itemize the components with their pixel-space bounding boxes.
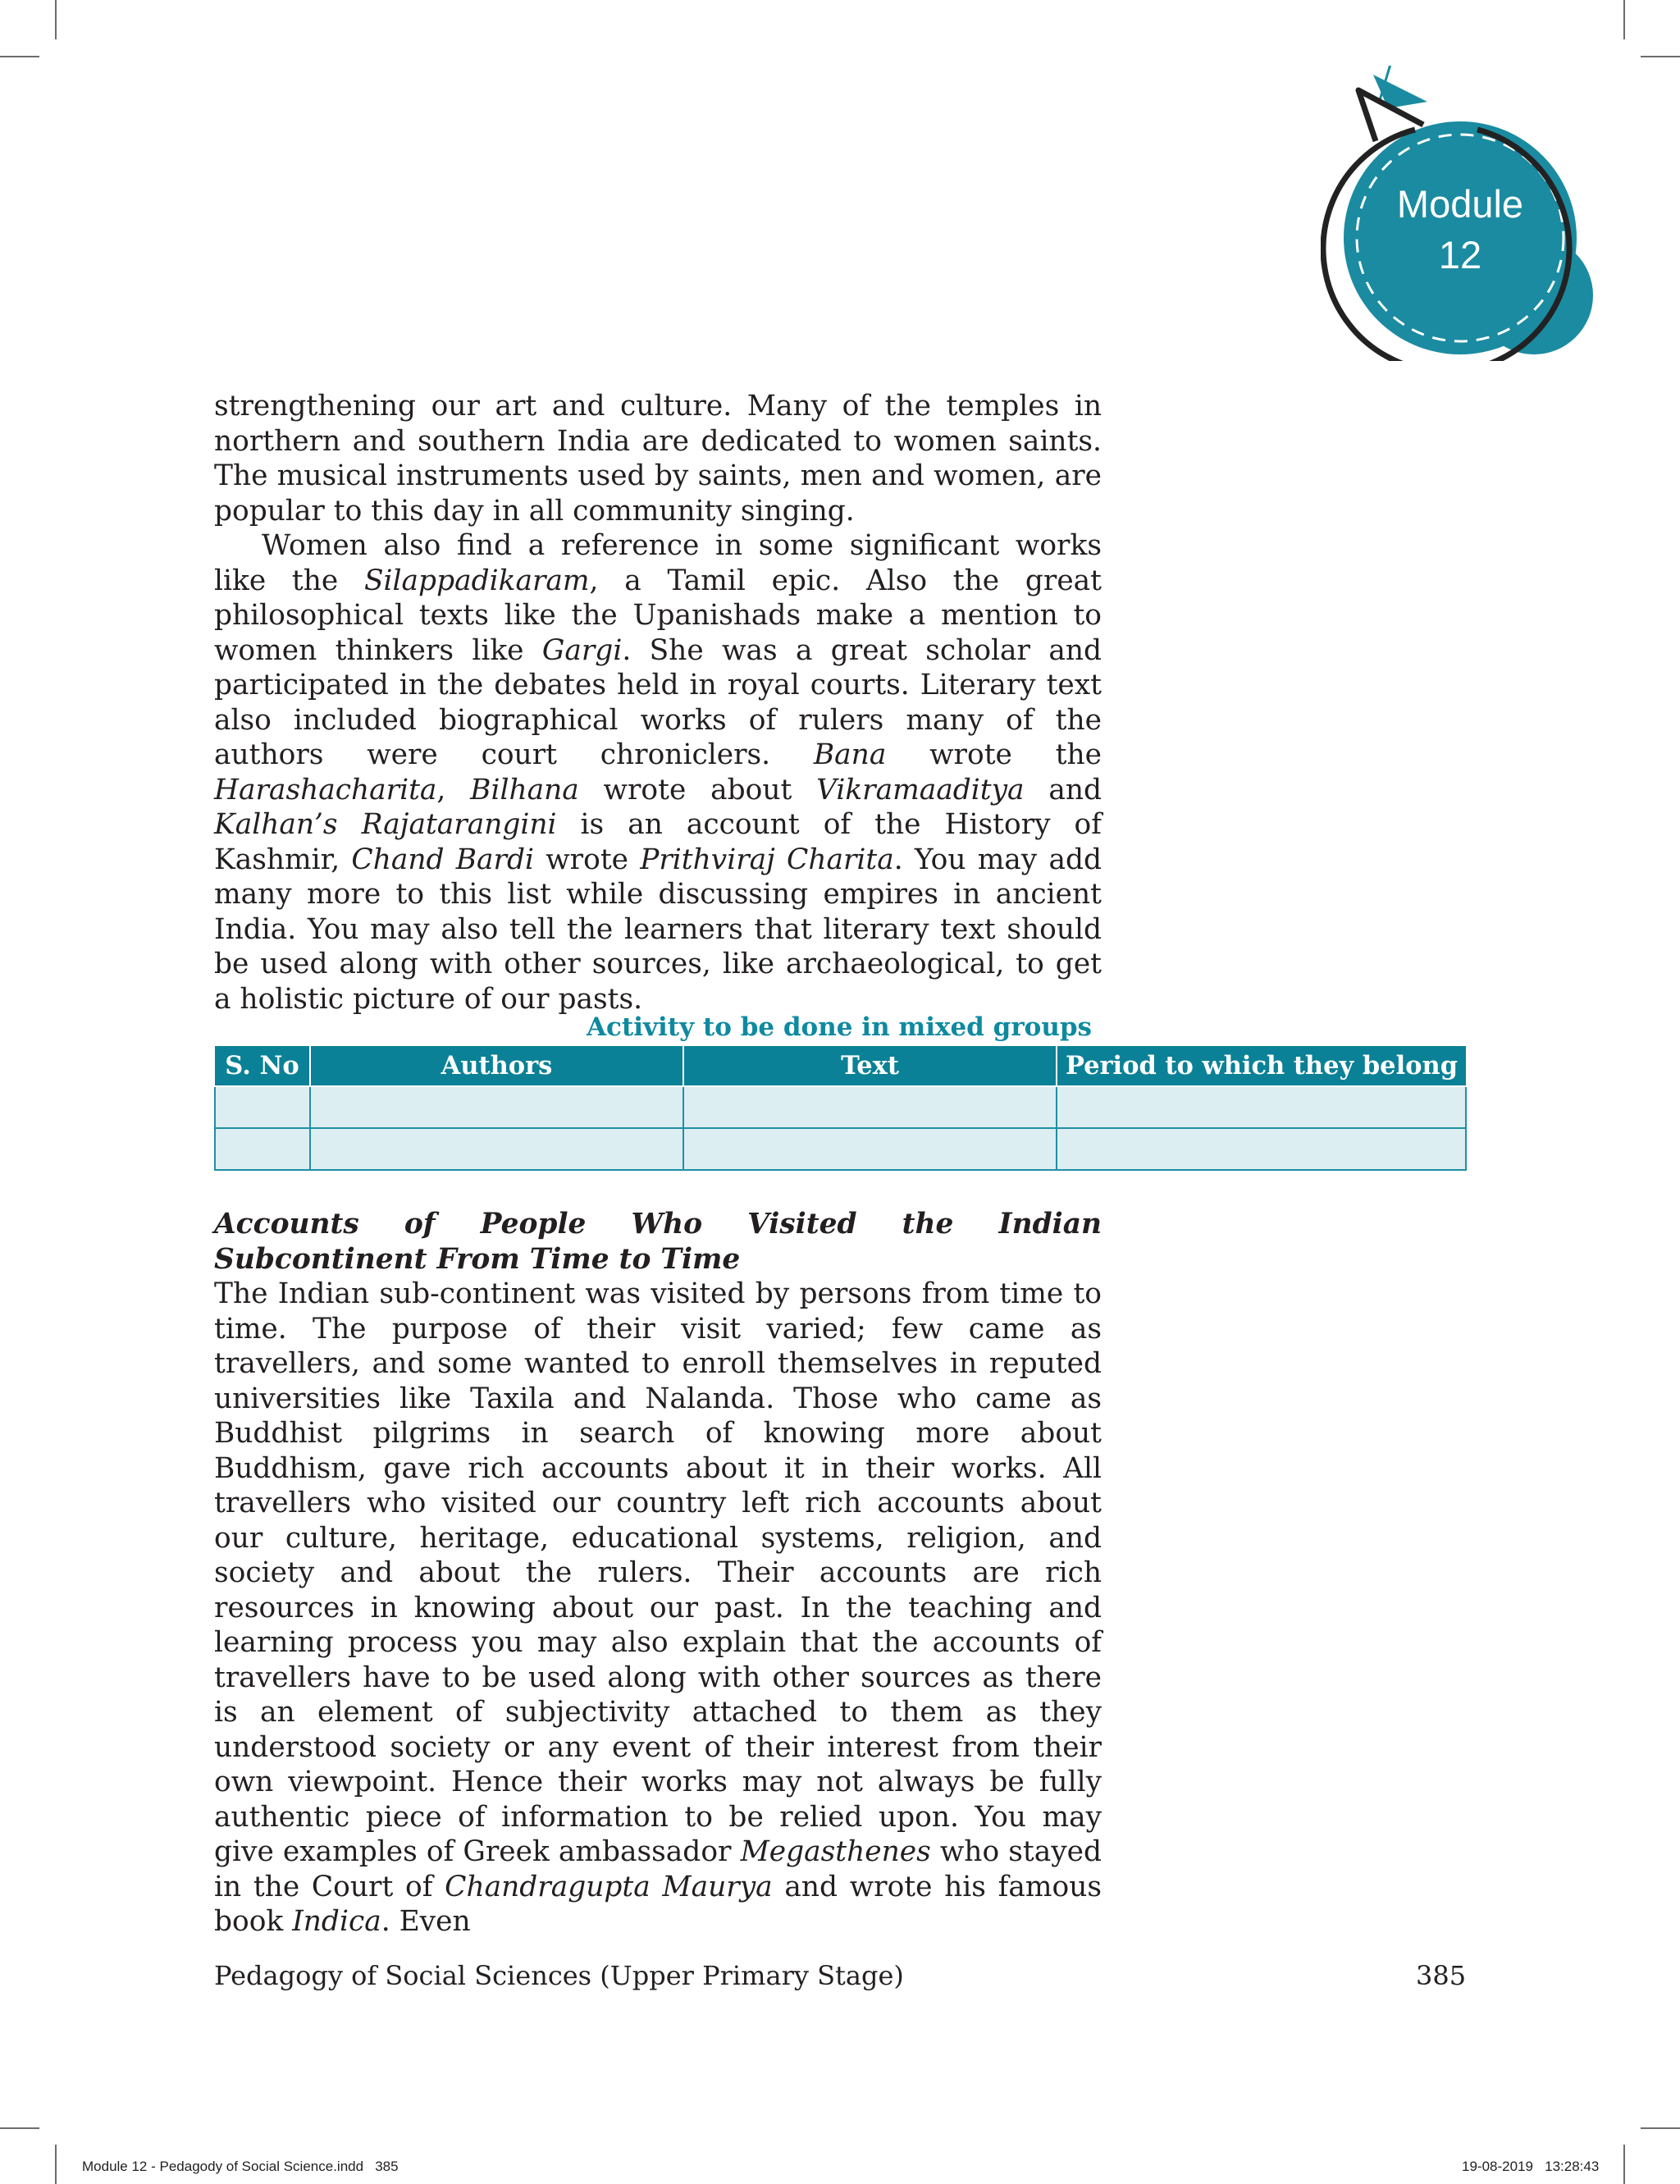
intro-text: [214, 389, 1102, 1017]
section-text: [214, 1277, 1102, 1940]
table-row: [215, 1128, 1466, 1170]
section-heading: Accounts of People Who Visited the Indian Subcontinent From Time to Time: [214, 1208, 1102, 1276]
crop-mark: [55, 2145, 57, 2184]
crop-mark: [1623, 0, 1625, 39]
page-number: 385: [1416, 1960, 1467, 1991]
paragraph: Women also find a reference in some significant works like the Silappadikaram, a Tamil epic. Also the great philosophical texts like the Upanishads make a mention to women thinkers like Gargi. She was a great scholar and participated in the debates held in royal courts. Literary text also included biographical works of rulers many of the authors were court chroniclers. Bana wrote the Harashacharita, Bilhana wrote about Vikramaaditya and Kalhan’s Rajatarangini is an account of the History of Kashmir, Chand Bardi wrote Prithviraj Charita. You may add many more to this list while discussing empires in ancient India. You may also tell the learners that literary text should be used along with other sources, like archaeological, to get a holistic picture of our pasts.: [214, 529, 1102, 1016]
footer-book-title: Pedagogy of Social Sciences (Upper Primary Stage): [214, 1960, 904, 1991]
table-cell: [215, 1086, 310, 1128]
crop-mark: [55, 0, 57, 39]
crop-mark: [1641, 56, 1680, 57]
activity-table: [214, 1046, 1467, 1171]
column-header: S. No: [215, 1046, 310, 1086]
column-header: Period to which they belong: [1057, 1046, 1466, 1086]
activity-title: Activity to be done in mixed groups: [586, 1012, 1093, 1042]
table-header-row: [215, 1046, 1466, 1086]
column-header: Text: [683, 1046, 1057, 1086]
table-cell: [1057, 1086, 1466, 1128]
crop-mark: [0, 56, 39, 57]
table-row: [215, 1086, 1466, 1128]
table-cell: [310, 1086, 683, 1128]
table-cell: [215, 1128, 310, 1170]
print-slug-file: Module 12 - Pedagody of Social Science.indd 385: [82, 2159, 399, 2174]
module-number: 12: [1438, 233, 1482, 276]
paragraph: strengthening our art and culture. Many of the temples in northern and southern India are dedicated to women saints. The musical instruments used by saints, men and women, are popular to this day in all community singing.: [214, 390, 1102, 528]
table-cell: [1057, 1128, 1466, 1170]
table-cell: [683, 1086, 1057, 1128]
paragraph: The Indian sub-continent was visited by persons from time to time. The purpose of their visit varied; few came as travellers, and some wanted to enroll themselves in reputed universities like Taxila and Nalanda. Those who came as Buddhist pilgrims in search of knowing more about Buddhism, gave rich accounts about it in their works. All travellers who visited our country left rich accounts about our culture, heritage, educational systems, religion, and society and about the rulers. Their accounts are rich resources in knowing about our past. In the teaching and learning process you may also explain that the accounts of travellers have to be used along with other sources as there is an element of subjectivity attached to them as they understood society or any event of their interest from their own viewpoint. Hence their works may not always be fully authentic piece of information to be relied upon. You may give examples of Greek ambassador Megasthenes who stayed in the Court of Chandragupta Maurya and wrote his famous book Indica. Even: [214, 1277, 1102, 1938]
crop-mark: [1623, 2145, 1625, 2184]
module-label-text: Module: [1396, 182, 1524, 226]
crop-mark: [0, 2127, 39, 2129]
print-slug-datetime: 19-08-2019 13:28:43: [1462, 2159, 1600, 2174]
table-cell: [310, 1128, 683, 1170]
table-cell: [683, 1128, 1057, 1170]
crop-mark: [1641, 2127, 1680, 2129]
module-label: [1345, 179, 1575, 281]
column-header: Authors: [310, 1046, 683, 1086]
